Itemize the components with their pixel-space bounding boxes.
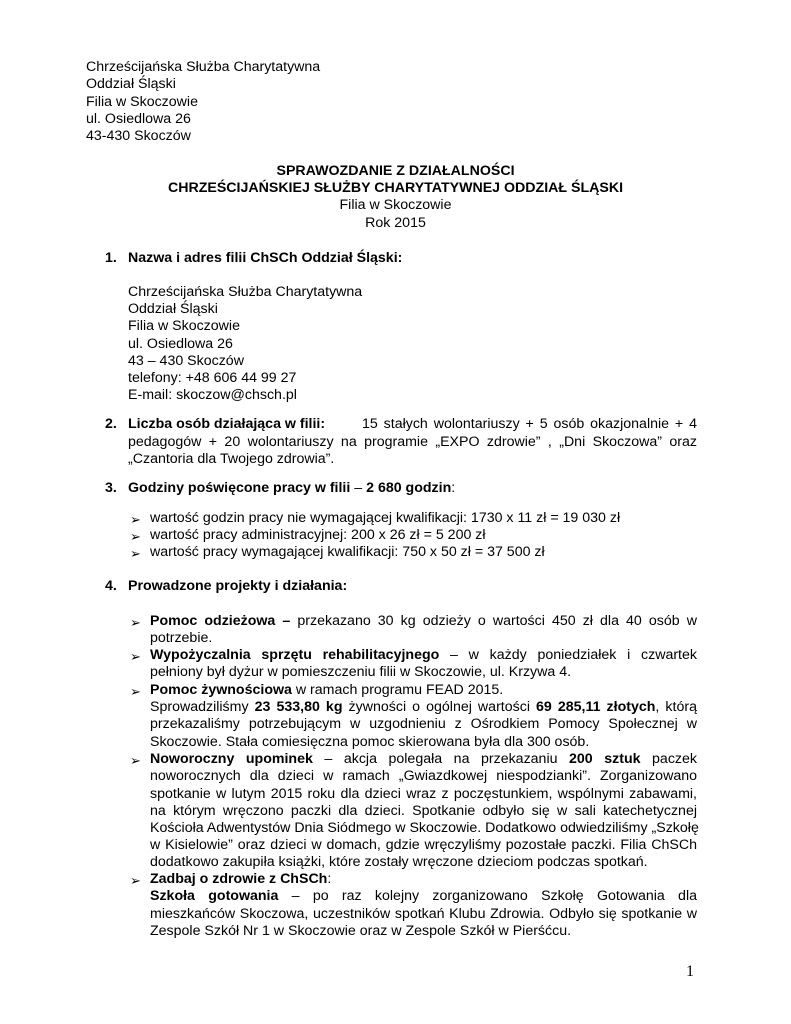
bullet-line: na którym wręczono paczki dla dzieci. Spotkanie odbyło się w sali katechetycznej bbox=[150, 803, 697, 819]
bullet-bold: Noworoczny upominek bbox=[150, 751, 313, 767]
title-line-3: Filia w Skoczowie bbox=[339, 197, 452, 213]
bullet-text: przekazano 30 kg odzieży o wartości 450 zł dla 40 osób w bbox=[290, 613, 697, 629]
bullet-text: – po raz kolejny zorganizowano Szkołę Gotowania dla bbox=[278, 888, 697, 904]
bullet-text: Sprowadziliśmy bbox=[150, 699, 255, 715]
bullet-line: dodatkowo zakupiła książki, które zostały wręczone dzieciom podczas spotkań. bbox=[150, 854, 648, 870]
header-line: Chrześcijańska Służba Charytatywna bbox=[86, 59, 321, 75]
section-number: 3. bbox=[105, 480, 117, 496]
section-number: 4. bbox=[105, 578, 117, 594]
bullet-bold: Wypożyczalnia sprzętu rehabilitacyjnego bbox=[150, 647, 440, 663]
bullet-text: w ramach programu FEAD 2015. bbox=[291, 682, 504, 698]
address-line: ul. Osiedlowa 26 bbox=[128, 336, 233, 352]
bullet-text: – w każdy poniedziałek i czwartek bbox=[439, 647, 697, 663]
bullet-line: pełniony był dyżur w pomieszczeniu filii w Skoczowie, ul. Krzywa 4. bbox=[150, 664, 572, 680]
bullet-line bbox=[150, 888, 697, 905]
heading-dash: – bbox=[350, 480, 367, 496]
bullet-line bbox=[150, 647, 697, 664]
email-line: E-mail: skoczow@chsch.pl bbox=[128, 387, 297, 403]
bullet-bold: Pomoc odzieżowa – bbox=[150, 613, 291, 629]
bullet-line: w Kisielowie” oraz dzieci w domach, gdzie wręczyliśmy pozostałe paczki. Filia ChSCh bbox=[150, 837, 697, 853]
sub-bold: Szkoła gotowania bbox=[150, 888, 279, 904]
arrow-bullet-icon: ➢ bbox=[130, 529, 141, 544]
title-line-1: SPRAWOZDANIE Z DZIAŁALNOŚCI bbox=[276, 163, 515, 179]
section-heading: Liczba osób działająca w filii: bbox=[128, 416, 326, 432]
bullet-line bbox=[150, 751, 697, 768]
heading-colon: : bbox=[451, 480, 456, 496]
bullet-line: spotkanie w lutym 2015 roku dla dzieci wraz z poczęstunkiem, wspólnymi zabawami, bbox=[150, 786, 697, 802]
bullet-line bbox=[150, 871, 331, 888]
title-line-4: Rok 2015 bbox=[365, 215, 426, 231]
bullet-line: przekazaliśmy potrzebującym w uzgodnieniu z Ośrodkiem Pomocy Społecznej w bbox=[150, 716, 697, 732]
header-line: ul. Osiedlowa 26 bbox=[86, 111, 191, 127]
title-line-2: CHRZEŚCIJAŃSKIEJ SŁUŻBY CHARYTATYWNEJ ODDZIAŁ ŚLĄSKI bbox=[167, 180, 624, 196]
page-number: 1 bbox=[686, 963, 694, 980]
bullet-text: żywności o ogólnej wartości bbox=[342, 699, 537, 715]
arrow-bullet-icon: ➢ bbox=[130, 873, 141, 888]
bullet-item: wartość pracy wymagającej kwalifikacji: 750 x 50 zł = 37 500 zł bbox=[150, 544, 545, 560]
phone-line: telefony: +48 606 44 99 27 bbox=[128, 370, 297, 386]
heading-bold: Godziny poświęcone pracy w filii bbox=[128, 480, 351, 496]
bullet-line: potrzebie. bbox=[150, 630, 213, 646]
address-line: 43 – 430 Skoczów bbox=[128, 353, 244, 369]
arrow-bullet-icon: ➢ bbox=[130, 615, 141, 630]
package-count: 200 sztuk bbox=[569, 751, 641, 767]
bullet-line bbox=[150, 613, 697, 630]
food-weight: 23 533,80 kg bbox=[254, 699, 343, 715]
bullet-line bbox=[150, 682, 503, 699]
header-line: 43-430 Skoczów bbox=[86, 128, 191, 144]
hours-value: 2 680 godzin bbox=[366, 480, 452, 496]
arrow-bullet-icon: ➢ bbox=[130, 684, 141, 699]
bullet-item: wartość pracy administracyjnej: 200 x 26 zł = 5 200 zł bbox=[150, 527, 486, 543]
section-text: 15 stałych wolontariuszy + 5 osób okazjonalnie + 4 bbox=[362, 416, 697, 432]
arrow-bullet-icon: ➢ bbox=[130, 512, 141, 527]
bullet-text: : bbox=[327, 871, 332, 887]
header-line: Filia w Skoczowie bbox=[86, 94, 198, 110]
header-line: Oddział Śląski bbox=[86, 76, 176, 92]
section-heading: Nazwa i adres filii ChSCh Oddział Śląski: bbox=[128, 250, 403, 266]
section-number: 1. bbox=[105, 250, 117, 266]
bullet-line: Skoczowie. Stała comiesięczna pomoc skierowana była dla 300 osób. bbox=[150, 734, 590, 750]
section-heading: Prowadzone projekty i działania: bbox=[128, 578, 348, 594]
bullet-line bbox=[150, 699, 697, 716]
section-text: pedagogów + 20 wolontariuszy na programie „EXPO zdrowie” , „Dni Skoczowa” oraz bbox=[128, 434, 697, 450]
bullet-line: Zespole Szkół Nr 1 w Skoczowie oraz w Zespole Szkół w Pierśćcu. bbox=[150, 923, 572, 939]
bullet-bold: Pomoc żywnościowa bbox=[150, 682, 292, 698]
food-value: 69 285,11 złotych bbox=[536, 699, 656, 715]
arrow-bullet-icon: ➢ bbox=[130, 649, 141, 664]
bullet-bold: Zadbaj o zdrowie z ChSCh bbox=[150, 871, 328, 887]
bullet-line: mieszkańców Skoczowa, uczestników spotkań Klubu Zdrowia. Odbyło się spotkanie w bbox=[150, 906, 697, 922]
address-line: Oddział Śląski bbox=[128, 301, 218, 317]
arrow-bullet-icon: ➢ bbox=[130, 546, 141, 561]
address-line: Filia w Skoczowie bbox=[128, 318, 240, 334]
bullet-text: – akcja polegała na przekazaniu bbox=[312, 751, 570, 767]
bullet-item: wartość godzin pracy nie wymagającej kwalifikacji: 1730 x 11 zł = 19 030 zł bbox=[150, 510, 621, 526]
section-number: 2. bbox=[105, 416, 117, 432]
bullet-line: Kościoła Adwentystów Dnia Siódmego w Skoczowie. Dodatkowo odwiedziliśmy „Szkołę bbox=[150, 820, 699, 836]
bullet-line: noworocznych dla dzieci w ramach „Gwiazdkowej niespodzianki”. Zorganizowano bbox=[150, 768, 697, 784]
bullet-text: paczek bbox=[640, 751, 697, 767]
bullet-text: , którą bbox=[655, 699, 697, 715]
arrow-bullet-icon: ➢ bbox=[130, 753, 141, 768]
section-heading bbox=[128, 480, 455, 497]
section-text: „Czantoria dla Twojego zdrowia”. bbox=[128, 451, 335, 467]
address-line: Chrześcijańska Służba Charytatywna bbox=[128, 284, 363, 300]
